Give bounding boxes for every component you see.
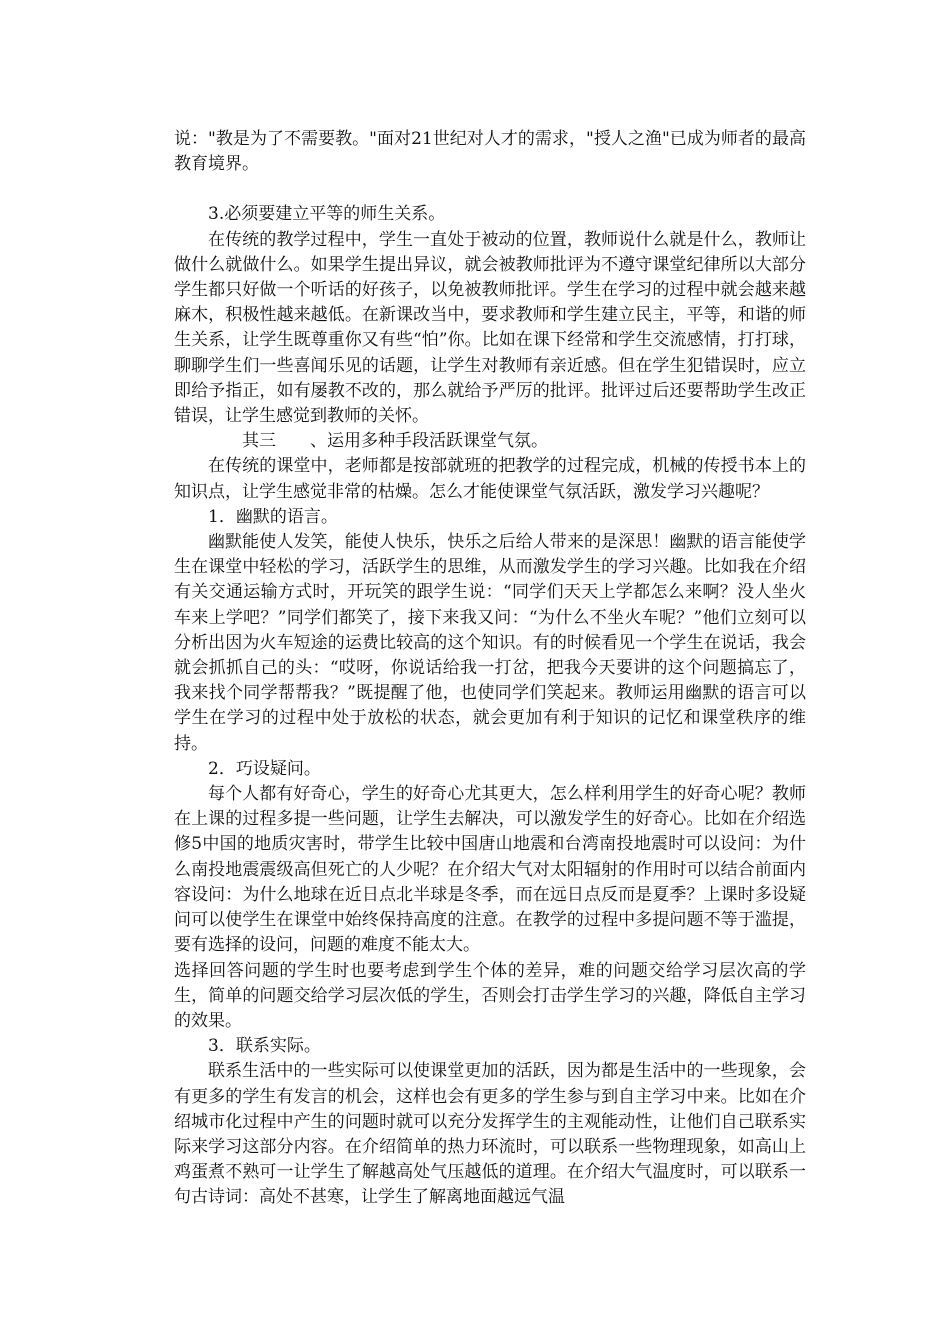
paragraph-questions: 每个人都有好奇心，学生的好奇心尤其更大，怎么样利用学生的好奇心呢？教师在上课的过程多提一些问题，让学生去解决，可以激发学生的好奇心。比如在介绍选修5中国的地质灾害时，带学生比较中国唐山地震和台湾南投地震时可以设问：为什么南投地震震级高但死亡的人少呢？在介绍大气对太阳辐射的作用时可以结合前面内容设问：为什么地球在近日点北半球是冬季，而在远日点反而是夏季？上课时多设疑问可以使学生在课堂中始终保持高度的注意。在教学的过程中多提问题不等于滥提，要有选择的设问，问题的难度不能太大。 bbox=[174, 784, 806, 956]
heading-humor: 1．幽默的语言。 bbox=[208, 506, 338, 527]
heading-real-life: 3．联系实际。 bbox=[208, 1036, 321, 1057]
heading-section-three: 其三 、运用多种手段活跃课堂气氛。 bbox=[242, 431, 548, 452]
paragraph-traditional-classroom: 在传统的课堂中，老师都是按部就班的把教学的过程完成，机械的传授书本上的知识点，让学生感觉非常的枯燥。怎么才能使课堂气氛活跃，激发学习兴趣呢？ bbox=[174, 456, 806, 502]
paragraph-student-differences: 选择回答问题的学生时也要考虑到学生个体的差异，难的问题交给学习层次高的学生，简单的问题交给学习层次低的学生，否则会打击学生学习的兴趣，降低自主学习的效果。 bbox=[174, 960, 806, 1031]
heading-questions: 2．巧设疑问。 bbox=[208, 758, 321, 779]
heading-teacher-student-relationship: 3.必须要建立平等的师生关系。 bbox=[208, 204, 446, 225]
paragraph-gap bbox=[174, 177, 806, 202]
paragraph-intro-end: 说："教是为了不需要教。"面对21世纪对人才的需求，"授人之渔"已成为师者的最高教育境界。 bbox=[174, 129, 806, 175]
document-page bbox=[174, 127, 806, 1211]
paragraph-relationship: 在传统的教学过程中，学生一直处于被动的位置，教师说什么就是什么，教师让做什么就做什么。如果学生提出异议，就会被教师批评为不遵守课堂纪律所以大部分学生都只好做一个听话的好孩子，以免被教师批评。学生在学习的过程中就会越来越麻木，积极性越来越低。在新课改当中，要求教师和学生建立民主，平等，和谐的师生关系，让学生既尊重你又有些“怕”你。比如在课下经常和学生交流感情，打打球，聊聊学生们一些喜闻乐见的话题，让学生对教师有亲近感。但在学生犯错误时，应立即给予指正，如有屡教不改的，那么就给予严厉的批评。批评过后还要帮助学生改正错误，让学生感觉到教师的关怀。 bbox=[174, 229, 806, 427]
paragraph-real-life: 联系生活中的一些实际可以使课堂更加的活跃，因为都是生活中的一些现象，会有更多的学生有发言的机会，这样也会有更多的学生参与到自主学习中来。比如在介绍城市化过程中产生的问题时就可以充分发挥学生的主观能动性，让他们自己联系实际来学习这部分内容。在介绍简单的热力环流时，可以联系一些物理现象，如高山上鸡蛋煮不熟可一让学生了解越高处气压越低的道理。在介绍大气温度时，可以联系一句古诗词：高处不甚寒，让学生了解离地面越远气温 bbox=[174, 1061, 806, 1208]
paragraph-humor: 幽默能使人发笑，能使人快乐，快乐之后给人带来的是深思！幽默的语言能使学生在课堂中轻松的学习，活跃学生的思维，从而激发学生的学习兴趣。比如我在介绍有关交通运输方式时，开玩笑的跟学生说：“同学们天天上学都怎么来啊？没人坐火车来上学吧？”同学们都笑了，接下来我又问：“为什么不坐火车呢？”他们立刻可以分析出因为火车短途的运费比较高的这个知识。有的时候看见一个学生在说话，我会就会抓抓自己的头：“哎呀，你说话给我一打岔，把我今天要讲的这个问题搞忘了，我来找个同学帮帮我？”既提醒了他，也使同学们笑起来。教师运用幽默的语言可以学生在学习的过程中处于放松的状态，就会更加有利于知识的记忆和课堂秩序的维持。 bbox=[174, 532, 806, 754]
